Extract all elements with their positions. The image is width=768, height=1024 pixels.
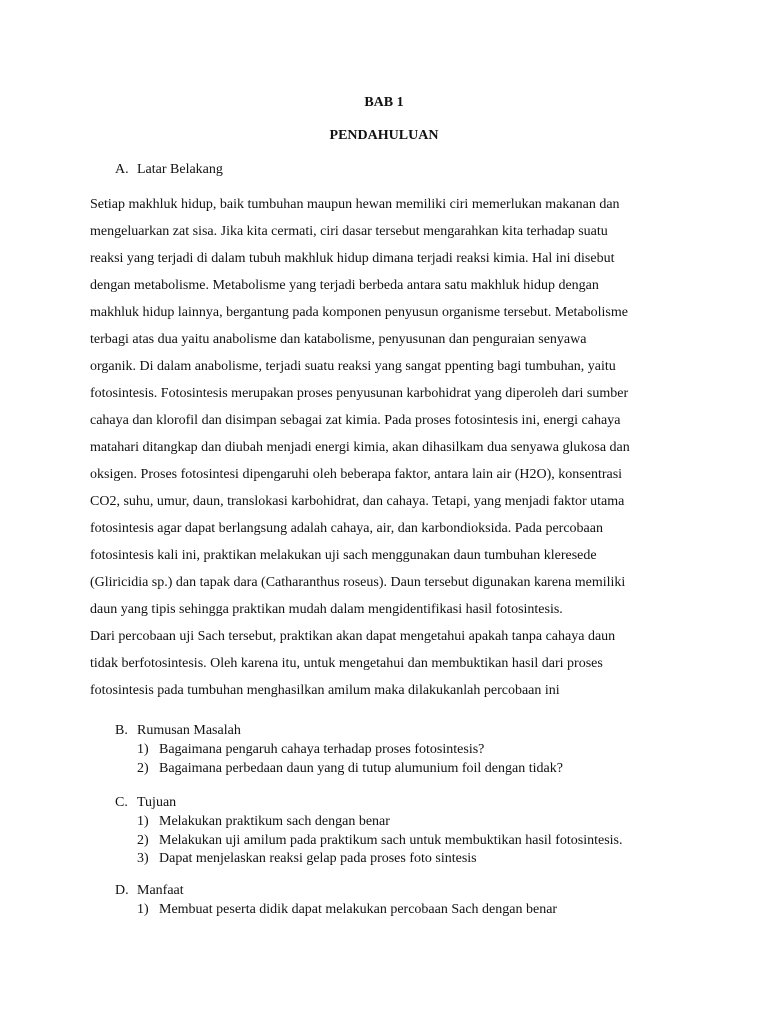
paragraph-line: fotosintesis agar dapat berlangsung adalah cahaya, air, dan karbondioksida. Pada percobaan bbox=[90, 521, 603, 536]
section-c-list bbox=[137, 813, 697, 869]
section-d-title: Manfaat bbox=[137, 883, 184, 898]
section-d-letter: D. bbox=[115, 883, 129, 898]
list-item-text: Bagaimana perbedaan daun yang di tutup alumunium foil dengan tidak? bbox=[159, 760, 563, 776]
section-a-heading bbox=[115, 162, 223, 178]
section-c-heading bbox=[115, 795, 176, 811]
list-item-text: Bagaimana pengaruh cahaya terhadap proses fotosintesis? bbox=[159, 742, 485, 757]
paragraph-line: fotosintesis kali ini, praktikan melakukan uji sach menggunakan daun tumbuhan kleresede bbox=[90, 548, 597, 563]
paragraph-line: matahari ditangkap dan diubah menjadi energi kimia, akan dihasilkam dua senyawa glukosa dan bbox=[90, 440, 630, 455]
chapter-title: PENDAHULUAN bbox=[329, 128, 439, 143]
paragraph-line: CO2, suhu, umur, daun, translokasi karbohidrat, dan cahaya. Tetapi, yang menjadi faktor utama bbox=[90, 494, 625, 509]
paragraph-line: fotosintesis. Fotosintesis merupakan proses penyusunan karbohidrat yang diperoleh dari sumber bbox=[90, 386, 629, 401]
list-item-number: 3) bbox=[137, 851, 149, 866]
section-b-list bbox=[137, 741, 697, 778]
paragraph-line: fotosintesis pada tumbuhan menghasilkan amilum maka dilakukanlah percobaan ini bbox=[90, 683, 560, 698]
paragraph-line: mengeluarkan zat sisa. Jika kita cermati, ciri dasar tersebut mengarahkan kita terhadap suatu bbox=[90, 224, 608, 239]
paragraph-line: terbagi atas dua yaitu anabolisme dan katabolisme, penyusunan dan penguraian senyawa bbox=[90, 332, 587, 347]
list-item bbox=[137, 741, 697, 760]
paragraph-line: tidak berfotosintesis. Oleh karena itu, untuk mengetahui dan membuktikan hasil dari proses bbox=[90, 656, 603, 671]
list-item-number: 1) bbox=[137, 902, 149, 917]
paragraph-line: reaksi yang terjadi di dalam tubuh makhluk hidup dimana terjadi reaksi kimia. Hal ini disebut bbox=[90, 251, 615, 266]
section-d-heading bbox=[115, 883, 184, 899]
section-a-letter: A. bbox=[115, 162, 129, 177]
paragraph-line: dengan metabolisme. Metabolisme yang terjadi berbeda antara satu makhluk hidup dengan bbox=[90, 278, 599, 293]
section-c-title: Tujuan bbox=[137, 795, 177, 810]
list-item bbox=[137, 832, 697, 851]
section-a-paragraph bbox=[90, 191, 690, 704]
list-item-text: Membuat peserta didik dapat melakukan percobaan Sach dengan benar bbox=[159, 902, 558, 917]
list-item-text: Melakukan uji amilum pada praktikum sach untuk membuktikan hasil fotosintesis. bbox=[159, 832, 623, 848]
list-item bbox=[137, 760, 697, 779]
paragraph-line: oksigen. Proses fotosintesi dipengaruhi oleh beberapa faktor, antara lain air (H2O), konsentrasi bbox=[90, 467, 623, 482]
list-item-number: 1) bbox=[137, 742, 149, 757]
section-a-title: Latar Belakang bbox=[137, 162, 223, 177]
paragraph-line: makhluk hidup lainnya, bergantung pada komponen penyusun organisme tersebut. Metabolisme bbox=[90, 305, 628, 320]
paragraph-line: Dari percobaan uji Sach tersebut, praktikan akan dapat mengetahui apakah tanpa cahaya daun bbox=[90, 629, 616, 644]
list-item-number: 2) bbox=[137, 832, 149, 848]
paragraph-line: organik. Di dalam anabolisme, terjadi suatu reaksi yang sangat ppenting bagi tumbuhan, yaitu bbox=[90, 359, 616, 374]
list-item-number: 1) bbox=[137, 814, 149, 829]
paragraph-line: Setiap makhluk hidup, baik tumbuhan maupun hewan memiliki ciri memerlukan makanan dan bbox=[90, 197, 620, 212]
section-d-list bbox=[137, 901, 697, 920]
section-b-letter: B. bbox=[115, 723, 128, 738]
list-item-text: Melakukan praktikum sach dengan benar bbox=[159, 814, 390, 829]
paragraph-line: cahaya dan klorofil dan disimpan sebagai zat kimia. Pada proses fotosintesis ini, energi cahaya bbox=[90, 413, 621, 428]
list-item-text: Dapat menjelaskan reaksi gelap pada proses foto sintesis bbox=[159, 851, 477, 866]
section-b-heading bbox=[115, 723, 241, 739]
list-item-number: 2) bbox=[137, 760, 149, 776]
list-item bbox=[137, 813, 697, 832]
list-item bbox=[137, 901, 697, 920]
paragraph-line: (Gliricidia sp.) dan tapak dara (Catharanthus roseus). Daun tersebut digunakan karena memiliki bbox=[90, 575, 626, 590]
paragraph-line: daun yang tipis sehingga praktikan mudah dalam mengidentifikasi hasil fotosintesis. bbox=[90, 602, 563, 617]
list-item bbox=[137, 850, 697, 869]
section-b-title: Rumusan Masalah bbox=[137, 723, 241, 738]
section-c-letter: C. bbox=[115, 795, 128, 810]
chapter-label: BAB 1 bbox=[364, 95, 404, 110]
